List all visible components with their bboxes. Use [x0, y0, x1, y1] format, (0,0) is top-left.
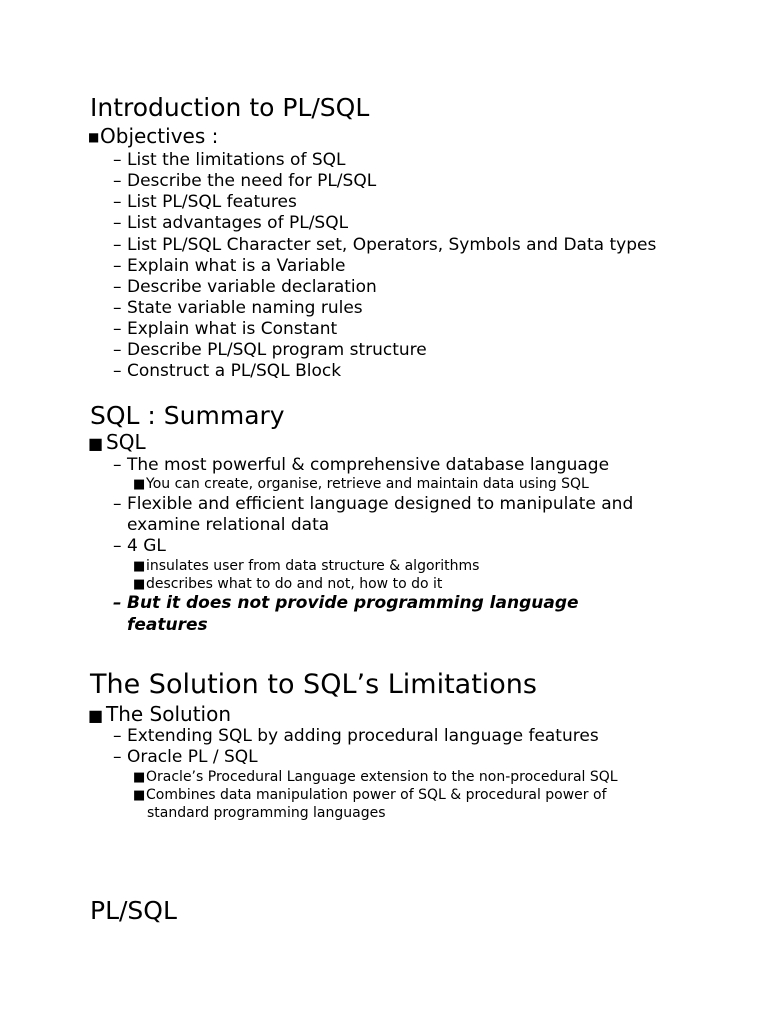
list-item: – Explain what is Constant: [113, 319, 338, 339]
sub-list-item: ■describes what to do and not, how to do it: [133, 576, 443, 592]
dash-icon: –: [113, 593, 122, 613]
dash-icon: –: [113, 747, 122, 767]
square-bullet-icon: ■: [133, 559, 146, 574]
bullet-sql: [88, 432, 146, 452]
sub-list-item: ■Oracle’s Procedural Language extension to the non-procedural SQL: [133, 769, 618, 785]
dash-icon: –: [113, 298, 122, 318]
square-bullet-icon: ■: [133, 577, 146, 592]
bullet-label: The Solution: [106, 702, 232, 726]
square-bullet-icon: ■: [88, 706, 104, 725]
list-item: – List the limitations of SQL: [113, 150, 346, 170]
dash-icon: –: [113, 150, 122, 170]
list-item: – Flexible and efficient language designed to manipulate and: [113, 494, 634, 514]
list-item: – State variable naming rules: [113, 298, 363, 318]
dash-icon: –: [113, 455, 122, 475]
square-bullet-icon: ■: [133, 770, 146, 785]
dash-icon: –: [113, 340, 122, 360]
list-item: – 4 GL: [113, 536, 166, 556]
sub-list-item: ■You can create, organise, retrieve and maintain data using SQL: [133, 476, 589, 492]
list-item: – Describe PL/SQL program structure: [113, 340, 427, 360]
dash-icon: –: [113, 277, 122, 297]
list-item: – List PL/SQL features: [113, 192, 297, 212]
dash-icon: –: [113, 256, 122, 276]
list-item: – Describe the need for PL/SQL: [113, 171, 377, 191]
bullet-label: Objectives :: [100, 124, 219, 148]
dash-icon: –: [113, 192, 122, 212]
bullet-the-solution: [88, 704, 231, 724]
bullet-objectives: [88, 126, 218, 146]
section-title-intro: Introduction to PL/SQL: [90, 93, 370, 122]
list-item: – List PL/SQL Character set, Operators, Symbols and Data types: [113, 235, 657, 255]
dash-icon: –: [113, 235, 122, 255]
dash-icon: –: [113, 213, 122, 233]
section-title-plsql: PL/SQL: [90, 896, 177, 925]
bullet-label: SQL: [106, 430, 146, 454]
list-item-emphasis: – But it does not provide programming language: [113, 593, 579, 613]
square-bullet-icon: ■: [88, 434, 104, 453]
sub-list-item: ■Combines data manipulation power of SQL & procedural power of: [133, 787, 607, 803]
dash-icon: –: [113, 319, 122, 339]
list-item: – Explain what is a Variable: [113, 256, 346, 276]
list-item-continuation: features: [127, 615, 208, 635]
list-item-continuation: examine relational data: [127, 515, 330, 535]
list-item: – Extending SQL by adding procedural language features: [113, 726, 599, 746]
list-item: – Describe variable declaration: [113, 277, 377, 297]
dash-icon: –: [113, 361, 122, 381]
dash-icon: –: [113, 171, 122, 191]
dash-icon: –: [113, 494, 122, 514]
section-title-solution: The Solution to SQL’s Limitations: [90, 669, 537, 700]
sub-list-item: ■insulates user from data structure & algorithms: [133, 558, 480, 574]
square-bullet-icon: ■: [133, 477, 146, 492]
section-title-sql-summary: SQL : Summary: [90, 401, 285, 430]
list-item: – Oracle PL / SQL: [113, 747, 258, 767]
list-item: – The most powerful & comprehensive database language: [113, 455, 610, 475]
dash-icon: –: [113, 536, 122, 556]
list-item: – Construct a PL/SQL Block: [113, 361, 342, 381]
square-bullet-icon: ■: [133, 788, 146, 803]
square-bullet-icon: ■: [88, 130, 100, 144]
list-item: – List advantages of PL/SQL: [113, 213, 349, 233]
dash-icon: –: [113, 726, 122, 746]
sub-list-item-continuation: standard programming languages: [147, 805, 386, 821]
